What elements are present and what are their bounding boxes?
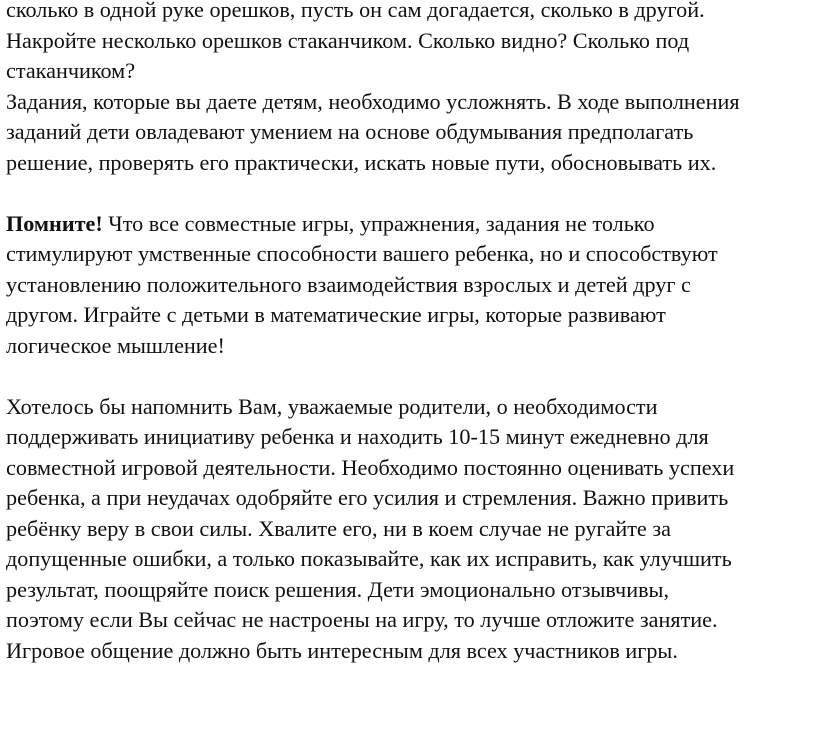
remember-lead: Помните!	[6, 210, 103, 236]
paragraph-spacer	[6, 361, 812, 392]
paragraph-nuts-game: сколько в одной руке орешков, пусть он сам догадается, сколько в другой. Накройте несколько орешков стаканчиком. Сколько видно? Сколько под стаканчиком?	[6, 0, 705, 83]
paragraph-spacer	[6, 178, 812, 209]
paragraph-parents-advice: Хотелось бы напомнить Вам, уважаемые родители, о необходимости поддерживать инициативу ребенка и находить 10-15 минут ежедневно для совместной игровой деятельности. Необходимо постоянно оценивать успехи ребенка, а при неудачах одобряйте его усилия и стремления. Важно привить ребёнку веру в свои силы. Хвалите его, ни в коем случае не ругайте за допущенные ошибки, а только показывайте, как их исправить, как улучшить результат, поощряйте поиск решения. Дети эмоционально отзывчивы, поэтому если Вы сейчас не настроены на игру, то лучше отложите занятие. Игровое общение должно быть интересным для всех участников игры.	[6, 393, 735, 663]
paragraph-tasks: Задания, которые вы даете детям, необходимо усложнять. В ходе выполнения заданий дети овладевают умением на основе обдумывания предполагать решение, проверять его практически, искать новые пути, обосновывать их.	[6, 88, 740, 175]
remember-body: Что все совместные игры, упражнения, задания не только стимулируют умственные способности вашего ребенка, но и способствуют установлению положительного взаимодействия взрослых и детей друг с другом. Играйте с детьми в математические игры, которые развивают логическое мышление!	[6, 210, 718, 358]
paragraph-remember	[6, 209, 812, 362]
